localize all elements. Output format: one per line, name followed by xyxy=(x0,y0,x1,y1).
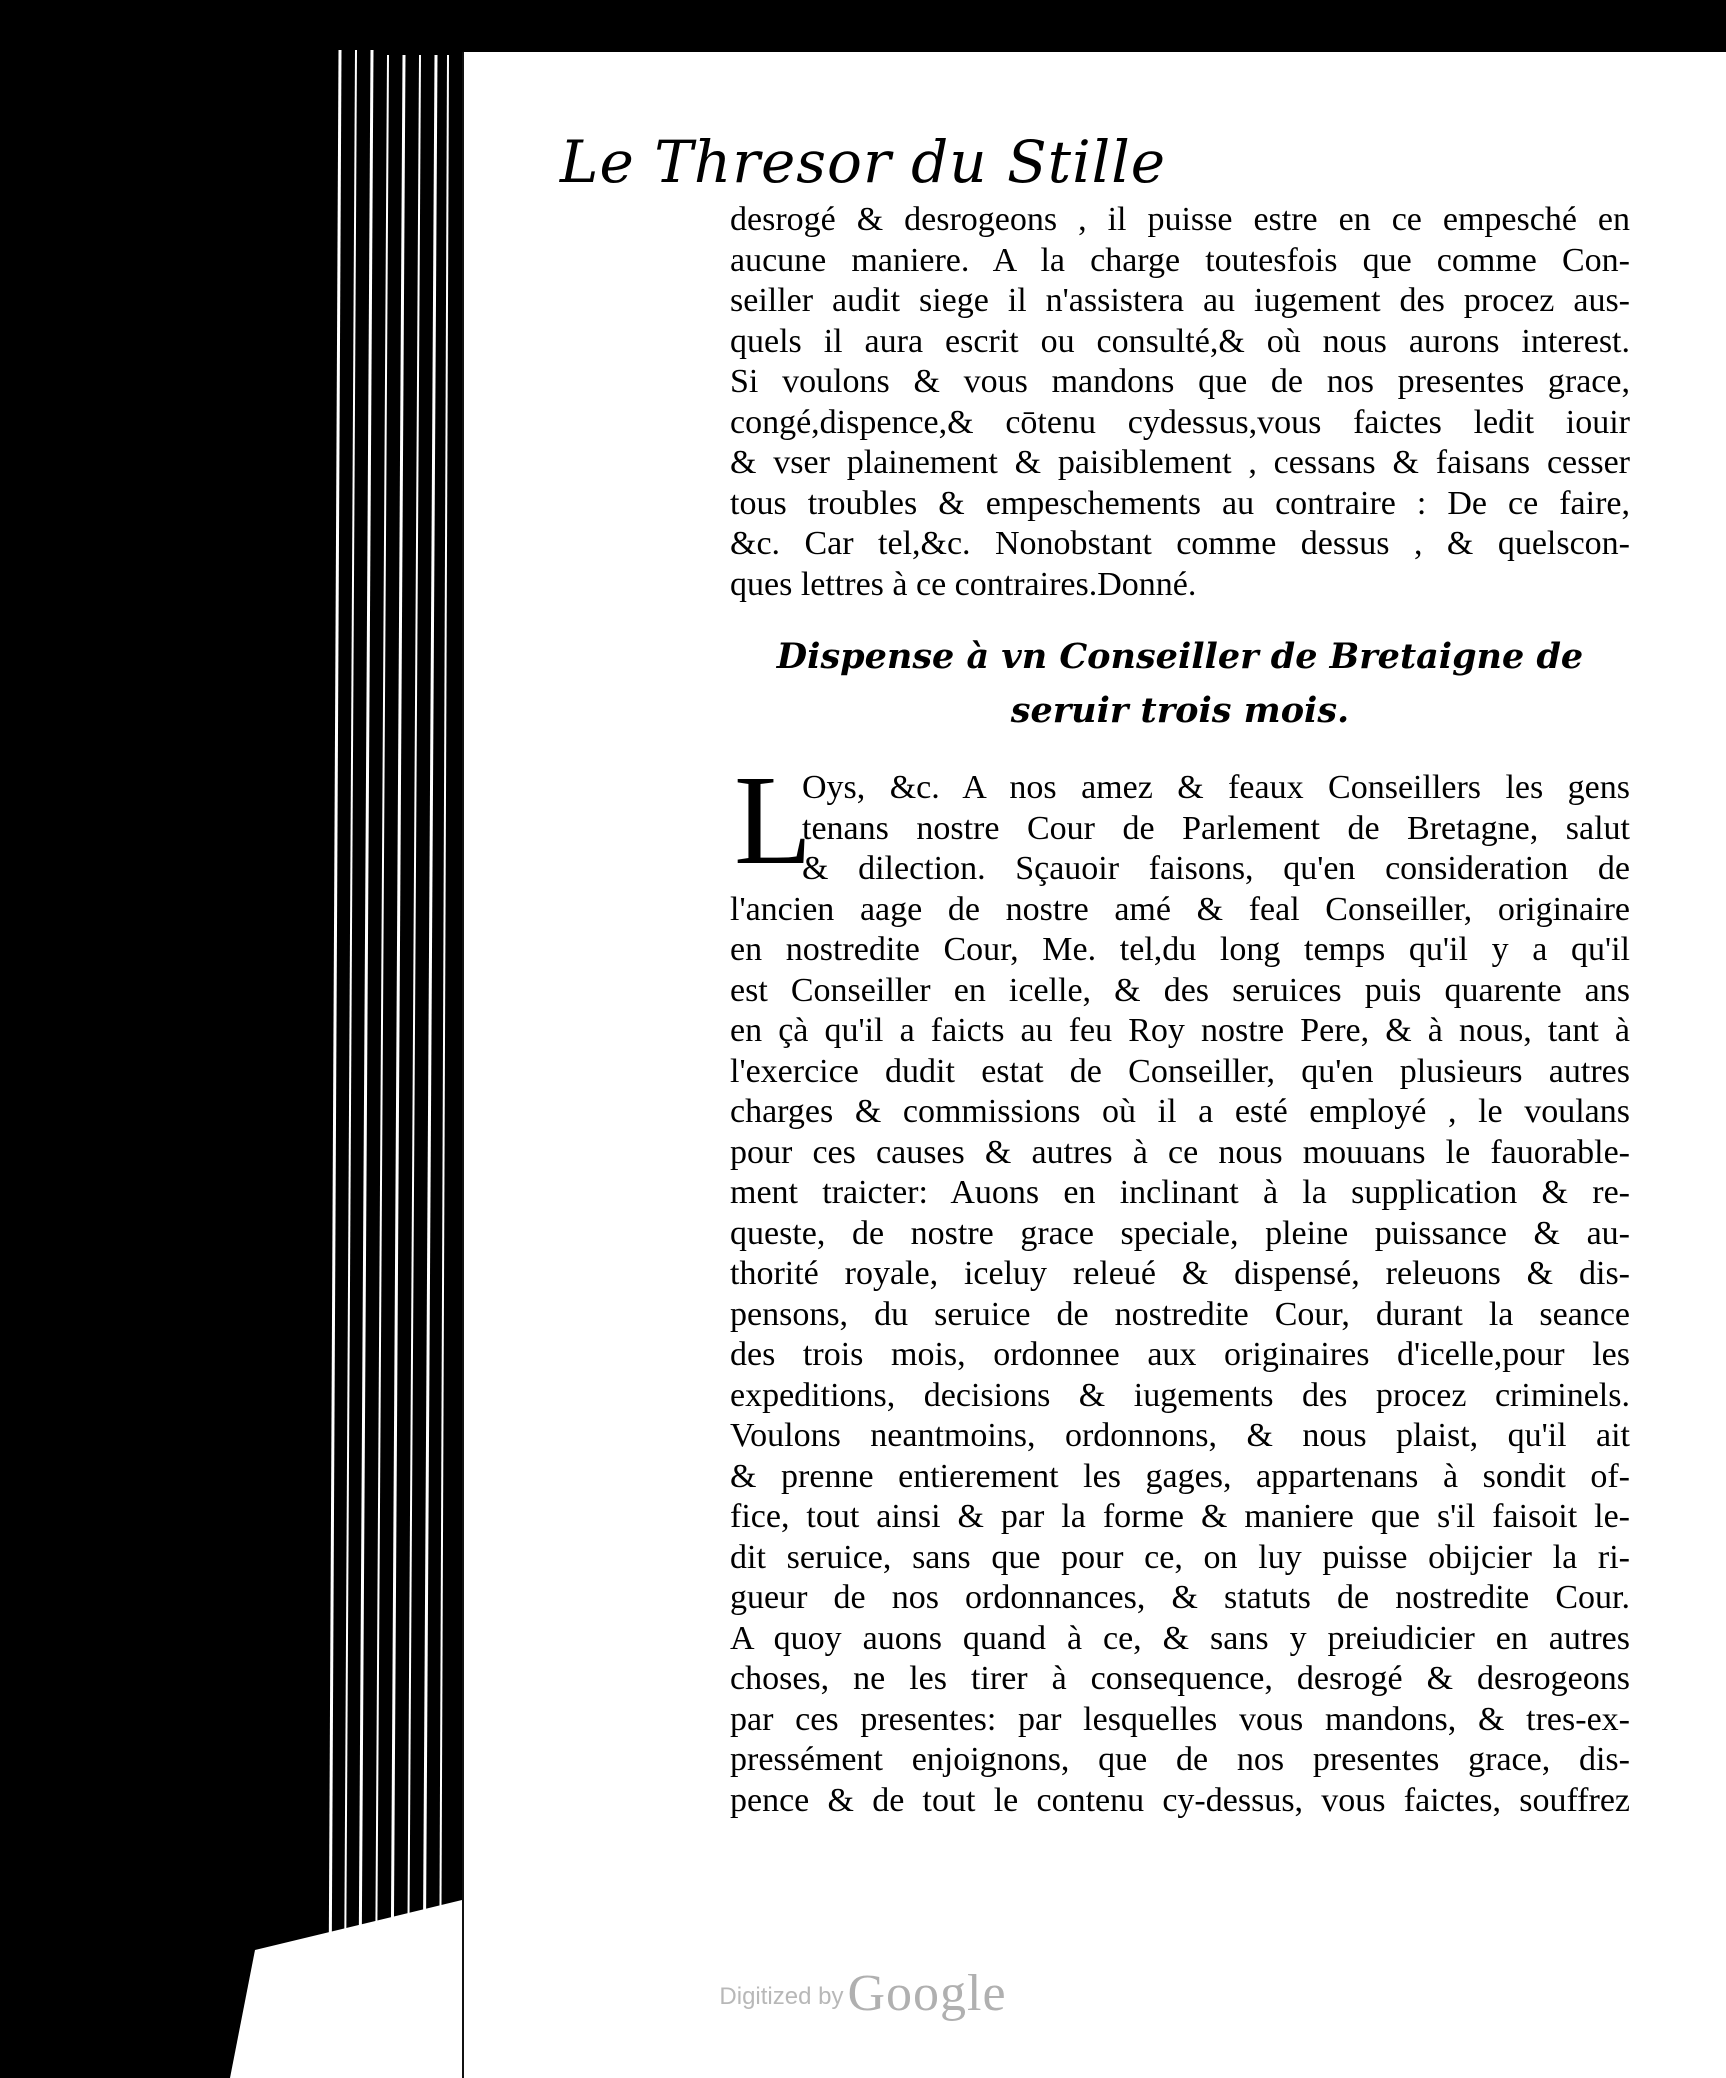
text-line: tous troubles & empeschements au contraire : De ce faire, xyxy=(730,484,1630,522)
text-line: seiller audit siege il n'assistera au iugement des procez aus- xyxy=(730,282,1630,319)
text-line: Voulons neantmoins, ordonnons, & nous plaist, qu'il ait xyxy=(730,1417,1630,1454)
google-logo: Google xyxy=(847,1965,1007,2022)
section-title xyxy=(730,630,1630,738)
text-line: A quoy auons quand à ce, & sans y preiudicier en autres xyxy=(730,1619,1630,1657)
text-line: pour ces causes & autres à ce nous mouuans le fauorable- xyxy=(730,1133,1630,1171)
drop-cap: L xyxy=(734,749,813,891)
text-line: desrogé & desrogeons , il puisse estre en ce empesché en xyxy=(730,201,1630,238)
text-line: & vser plainement & paisiblement , cessans & faisans cesser xyxy=(730,444,1630,481)
text-line: est Conseiller en icelle, & des seruices puis quarente ans xyxy=(730,971,1630,1009)
watermark-prefix: Digitized by xyxy=(719,1983,844,2010)
text-line: Oys, &c. A nos amez & feaux Conseillers les gens xyxy=(802,769,1630,806)
text-line: aucune maniere. A la charge toutesfois que comme Con- xyxy=(730,241,1630,279)
text-line: tenans nostre Cour de Parlement de Bretagne, salut xyxy=(802,809,1630,847)
section-title-line: Dispense à vn Conseiller de Bretaigne de xyxy=(776,636,1584,677)
text-line: &c. Car tel,&c. Nonobstant comme dessus , & quelscon- xyxy=(730,525,1630,562)
text-line: l'ancien aage de nostre amé & feal Conseiller, originaire xyxy=(730,890,1630,928)
section-title-line: seruir trois mois. xyxy=(1010,690,1350,731)
text-line: en nostredite Cour, Me. tel,du long temps qu'il y a qu'il xyxy=(730,931,1630,968)
text-line: en çà qu'il a faicts au feu Roy nostre Pere, & à nous, tant à xyxy=(730,1012,1630,1049)
text-line: l'exercice dudit estat de Conseiller, qu'en plusieurs autres xyxy=(730,1052,1630,1090)
text-line: quels il aura escrit ou consulté,& où nous aurons interest. xyxy=(730,322,1630,360)
text-line: gueur de nos ordonnances, & statuts de nostredite Cour. xyxy=(730,1579,1630,1616)
paragraph-letter xyxy=(730,768,1630,1821)
text-line: Si voulons & vous mandons que de nos presentes grace, xyxy=(730,363,1630,400)
text-line: fice, tout ainsi & par la forme & maniere que s'il faisoit le- xyxy=(730,1498,1630,1535)
text-line: expeditions, decisions & iugements des procez criminels. xyxy=(730,1376,1630,1414)
text-line: pensons, du seruice de nostredite Cour, durant la seance xyxy=(730,1295,1630,1333)
text-line: par ces presentes: par lesquelles vous mandons, & tres-ex- xyxy=(730,1700,1630,1738)
running-head: Le Thresor du Stille xyxy=(559,128,1167,196)
text-line: dit seruice, sans que pour ce, on luy puisse obijcier la ri- xyxy=(730,1538,1630,1576)
text-line: pressément enjoignons, que de nos presentes grace, dis- xyxy=(730,1741,1630,1778)
paragraph-continued xyxy=(730,200,1630,605)
text-line: ques lettres à ce contraires.Donné. xyxy=(730,565,1197,603)
text-line: & prenne entierement les gages, appartenans à sondit of- xyxy=(730,1457,1630,1495)
text-line: des trois mois, ordonnee aux originaires d'icelle,pour les xyxy=(730,1336,1630,1373)
text-line: pence & de tout le contenu cy-dessus, vous faictes, souffrez xyxy=(730,1781,1630,1819)
text-line: & dilection. Sçauoir faisons, qu'en consideration de xyxy=(802,850,1630,887)
digitized-watermark xyxy=(0,1964,1726,2023)
text-line: charges & commissions où il a esté employé , le voulans xyxy=(730,1093,1630,1130)
page-stack-lines xyxy=(0,0,462,2078)
text-line: queste, de nostre grace speciale, pleine puissance & au- xyxy=(730,1214,1630,1252)
text-line: choses, ne les tirer à consequence, desrogé & desrogeons xyxy=(730,1660,1630,1697)
text-line: congé,dispence,& cōtenu cydessus,vous faictes ledit iouir xyxy=(730,403,1630,441)
text-line: ment traicter: Auons en inclinant à la supplication & re- xyxy=(730,1174,1630,1211)
text-line: thorité royale, iceluy releué & dispensé, releuons & dis- xyxy=(730,1255,1630,1292)
